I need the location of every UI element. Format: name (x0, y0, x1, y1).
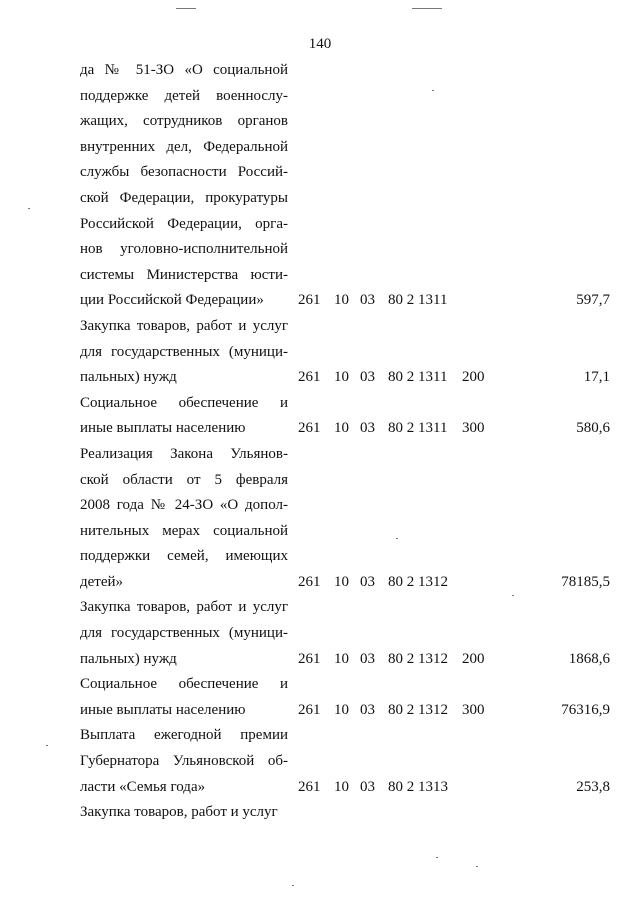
amount: 253,8 (576, 778, 610, 795)
description-line: Губернатора Ульяновской об- (80, 753, 288, 770)
row-codes (80, 647, 610, 673)
ministry-code: 261 (298, 573, 321, 590)
target-item-code: 80 2 1312 (388, 701, 448, 718)
row-codes (80, 800, 610, 826)
scan-speck (476, 866, 478, 867)
subsection-code: 03 (360, 420, 375, 437)
section-code: 10 (334, 650, 349, 667)
row-codes (80, 416, 610, 442)
scan-speck (432, 90, 434, 91)
table-row (80, 672, 610, 723)
page-number: 140 (308, 36, 332, 52)
ministry-code: 261 (298, 292, 321, 309)
description-line: ской области от 5 февраля (80, 471, 288, 488)
description-line: Российской Федерации, орга- (80, 215, 288, 232)
table-row (80, 391, 610, 442)
description-line: ции Российской Федерации» (80, 292, 264, 309)
description-line: детей» (80, 573, 124, 590)
subsection-code: 03 (360, 650, 375, 667)
description-line: нительных мерах социальной (80, 522, 288, 539)
description-line: пальных) нужд (80, 369, 177, 386)
amount: 597,7 (576, 292, 610, 309)
description-line: иные выплаты населению (80, 420, 246, 437)
table-row (80, 723, 610, 800)
description-line: Закупка товаров, работ и услуг (80, 317, 288, 334)
subsection-code: 03 (360, 369, 375, 386)
description-line: да № 51-ЗО «О социальной (80, 62, 288, 78)
ministry-code: 261 (298, 420, 321, 437)
target-item-code: 80 2 1312 (388, 573, 448, 590)
row-codes (80, 365, 610, 391)
scan-speck (176, 8, 196, 9)
target-item-code: 80 2 1311 (388, 420, 448, 437)
subsection-code: 03 (360, 573, 375, 590)
amount: 76316,9 (561, 701, 610, 718)
row-codes (80, 698, 610, 724)
row-codes (80, 570, 610, 596)
target-item-code: 80 2 1313 (388, 778, 448, 795)
budget-table (80, 58, 610, 826)
amount: 1868,6 (568, 650, 610, 667)
table-row (80, 442, 610, 596)
section-code: 10 (334, 420, 349, 437)
section-code: 10 (334, 778, 349, 795)
expense-type-code: 300 (462, 420, 485, 437)
description-line: Закупка товаров, работ и услуг (80, 599, 288, 616)
amount: 78185,5 (561, 573, 610, 590)
description-line: поддержки семей, имеющих (80, 548, 288, 565)
row-codes (80, 288, 610, 314)
row-codes (80, 775, 610, 801)
amount: 17,1 (583, 369, 610, 386)
description-line: системы Министерства юсти- (80, 266, 288, 283)
description-line: службы безопасности Россий- (80, 164, 288, 181)
table-row (80, 595, 610, 672)
description-line: Социальное обеспечение и (80, 394, 288, 411)
target-item-code: 80 2 1311 (388, 369, 448, 386)
description-line: Социальное обеспечение и (80, 676, 288, 693)
scan-speck (28, 208, 30, 209)
description-line: ласти «Семья года» (80, 778, 206, 795)
ministry-code: 261 (298, 650, 321, 667)
description-line: жащих, сотрудников органов (80, 113, 288, 130)
description-line: Выплата ежегодной премии (80, 727, 288, 744)
description-line: иные выплаты населению (80, 701, 246, 718)
section-code: 10 (334, 701, 349, 718)
ministry-code: 261 (298, 701, 321, 718)
target-item-code: 80 2 1311 (388, 292, 448, 309)
description-line: ской Федерации, прокуратуры (80, 189, 288, 206)
description-line: пальных) нужд (80, 650, 177, 667)
description-line: внутренних дел, Федеральной (80, 138, 288, 155)
description-line: Закупка товаров, работ и услуг (80, 804, 278, 821)
expense-type-code: 200 (462, 650, 485, 667)
ministry-code: 261 (298, 369, 321, 386)
description-line: Реализация Закона Ульянов- (80, 445, 288, 462)
table-row (80, 800, 610, 826)
table-row (80, 314, 610, 391)
table-row (80, 58, 610, 314)
scan-speck (512, 595, 514, 596)
description-line: нов уголовно-исполнительной (80, 241, 288, 258)
section-code: 10 (334, 292, 349, 309)
scan-speck (396, 538, 398, 539)
scan-speck (412, 8, 442, 9)
section-code: 10 (334, 573, 349, 590)
subsection-code: 03 (360, 701, 375, 718)
amount: 580,6 (576, 420, 610, 437)
section-code: 10 (334, 369, 349, 386)
expense-type-code: 300 (462, 701, 485, 718)
description-line: для государственных (муници- (80, 343, 288, 360)
row-description (80, 58, 288, 314)
subsection-code: 03 (360, 778, 375, 795)
subsection-code: 03 (360, 292, 375, 309)
target-item-code: 80 2 1312 (388, 650, 448, 667)
scan-speck (436, 857, 438, 858)
expense-type-code: 200 (462, 369, 485, 386)
description-line: для государственных (муници- (80, 625, 288, 642)
scan-speck (46, 745, 48, 746)
ministry-code: 261 (298, 778, 321, 795)
description-line: 2008 года № 24-ЗО «О допол- (80, 497, 288, 514)
scan-speck (292, 885, 294, 886)
description-line: поддержке детей военнослу- (80, 87, 288, 104)
